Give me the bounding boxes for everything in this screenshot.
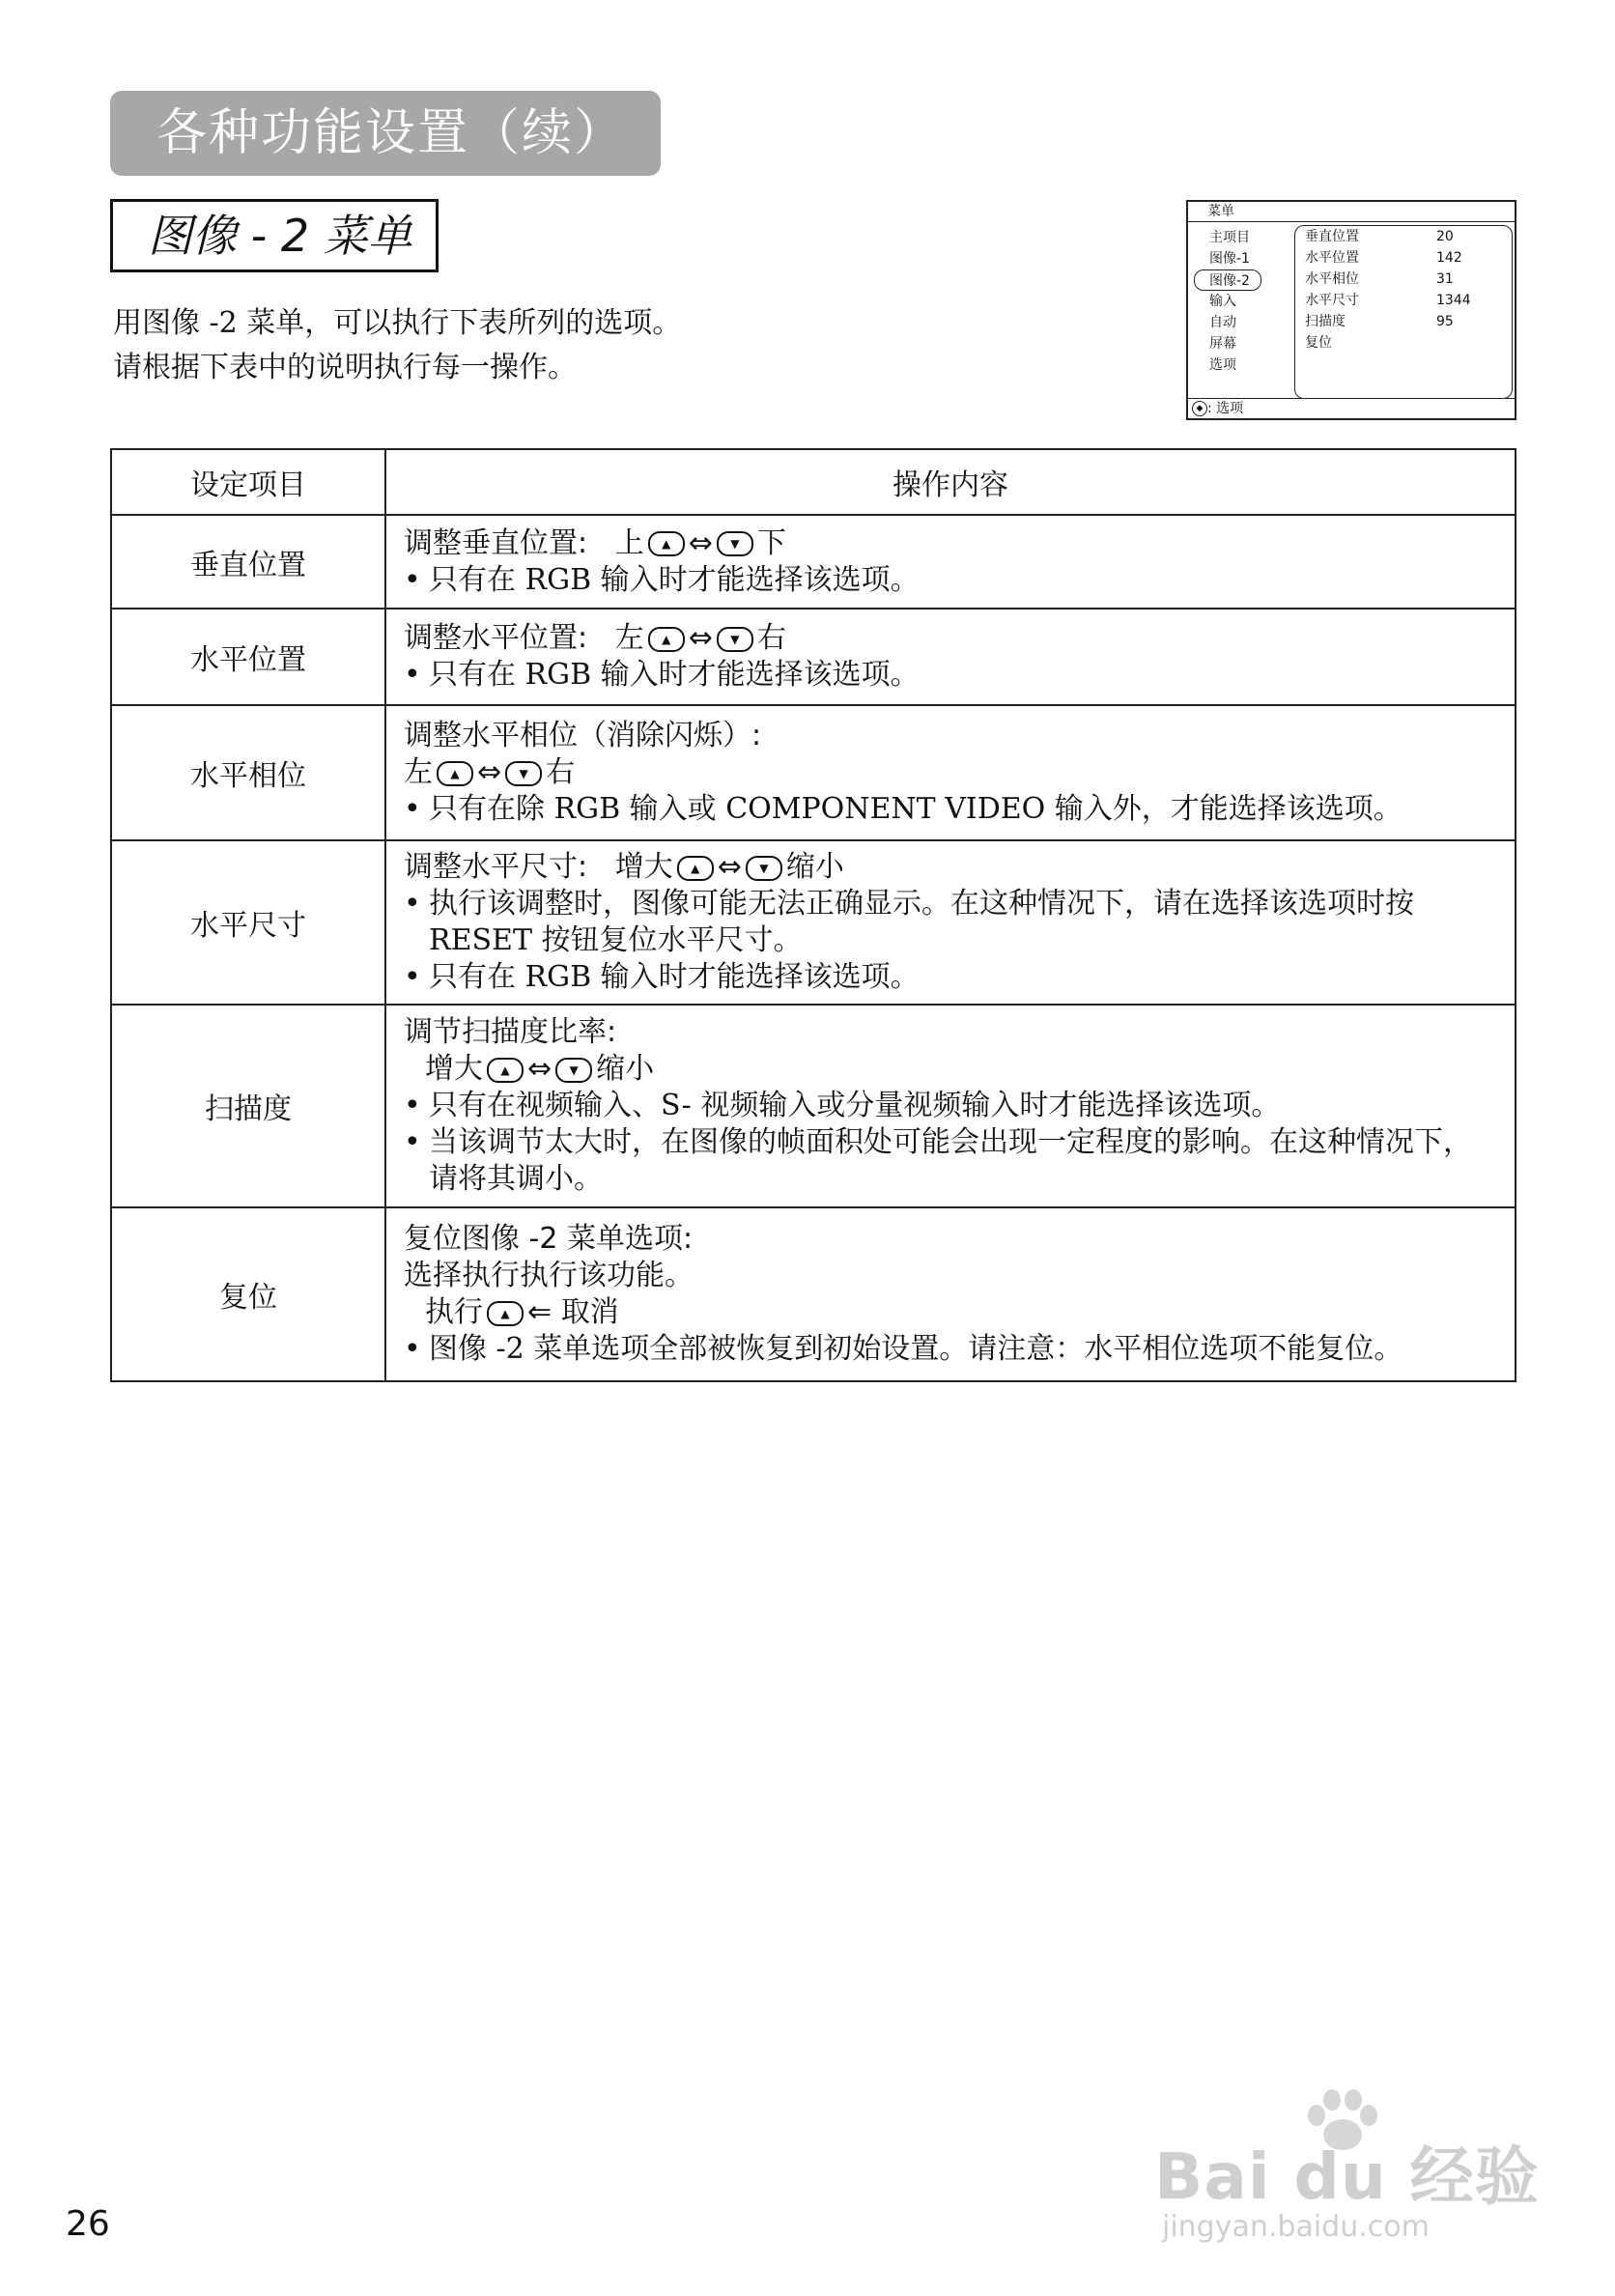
down-key-icon: ▼ bbox=[717, 531, 753, 556]
adjust-arrow: ⇐ bbox=[527, 1295, 552, 1329]
row-item-name: 复位 bbox=[111, 1207, 385, 1381]
osd-row bbox=[1295, 311, 1512, 332]
bullet-note: • 只有在 RGB 输入时才能选择该选项。 bbox=[404, 562, 1497, 599]
osd-row-name: 水平位置 bbox=[1305, 250, 1359, 266]
osd-row bbox=[1295, 290, 1512, 311]
adjust-left: 左 bbox=[404, 755, 433, 789]
adjust-left: 上 bbox=[614, 525, 644, 560]
adjust-right: 右 bbox=[756, 621, 786, 655]
up-key-icon: ▲ bbox=[437, 761, 473, 786]
adjust-arrow: ⇔ bbox=[688, 525, 713, 560]
adjust-line bbox=[404, 1051, 1497, 1088]
row-description bbox=[385, 840, 1516, 1005]
osd-row bbox=[1295, 247, 1512, 269]
osd-row-value: 142 bbox=[1436, 250, 1462, 266]
osd-row bbox=[1295, 226, 1512, 247]
osd-row bbox=[1295, 269, 1512, 290]
submenu-title: 图像 - 2 菜单 bbox=[110, 199, 439, 272]
column-header-operation: 操作内容 bbox=[385, 449, 1516, 515]
osd-left-item-selected: 图像-2 bbox=[1194, 269, 1261, 291]
osd-left-item: 主项目 bbox=[1209, 230, 1250, 245]
adjust-line bbox=[404, 754, 1497, 791]
row-item-name: 水平相位 bbox=[111, 705, 385, 840]
up-key-icon: ▲ bbox=[487, 1058, 524, 1083]
section-banner: 各种功能设置（续） bbox=[110, 91, 661, 176]
up-key-icon: ▲ bbox=[648, 531, 685, 556]
adjust-right: 下 bbox=[756, 525, 786, 560]
row-item-name: 扫描度 bbox=[111, 1005, 385, 1207]
table-row bbox=[111, 515, 1516, 609]
row-description bbox=[385, 515, 1516, 609]
watermark-brand: Bai du 经验 bbox=[1154, 2140, 1540, 2214]
intro-line-2: 请根据下表中的说明执行每一操作。 bbox=[113, 351, 577, 384]
adjust-line bbox=[404, 1294, 1497, 1331]
row-heading: 复位图像 -2 菜单选项: bbox=[404, 1222, 694, 1256]
osd-menu-preview bbox=[1186, 200, 1516, 420]
table-row bbox=[111, 609, 1516, 705]
osd-left-item: 屏幕 bbox=[1209, 336, 1236, 352]
adjust-arrow: ⇔ bbox=[477, 755, 502, 789]
row-description bbox=[385, 609, 1516, 705]
row-heading-line bbox=[404, 849, 1497, 886]
table-header-row bbox=[111, 449, 1516, 515]
adjust-right: 缩小 bbox=[785, 850, 844, 884]
row-heading: 调整水平尺寸: bbox=[404, 850, 588, 884]
row-description bbox=[385, 1005, 1516, 1207]
adjust-left: 增大 bbox=[425, 1052, 483, 1086]
adjust-left: 左 bbox=[614, 621, 644, 655]
osd-row-name: 复位 bbox=[1305, 335, 1332, 351]
bullet-note: • 只有在 RGB 输入时才能选择该选项。 bbox=[404, 657, 1497, 694]
row-item-name: 水平位置 bbox=[111, 609, 385, 705]
osd-left-item: 选项 bbox=[1209, 357, 1236, 373]
bullet-note: • 执行该调整时，图像可能无法正确显示。在这种情况下，请在选择该选项时按 RESET 按钮复位水平尺寸。 bbox=[404, 886, 1497, 959]
osd-row bbox=[1295, 332, 1512, 354]
row-item-name: 垂直位置 bbox=[111, 515, 385, 609]
down-key-icon: ▼ bbox=[717, 627, 753, 652]
up-key-icon: ▲ bbox=[677, 856, 714, 881]
osd-row-value: 95 bbox=[1436, 314, 1454, 329]
row-heading: 调整水平相位（消除闪烁）: bbox=[404, 719, 762, 752]
osd-left-menu bbox=[1194, 227, 1261, 376]
osd-footer bbox=[1188, 398, 1515, 418]
row-description bbox=[385, 1207, 1516, 1381]
adjust-left: 增大 bbox=[614, 850, 673, 884]
adjust-arrow: ⇔ bbox=[717, 850, 742, 884]
down-key-icon: ▼ bbox=[555, 1058, 592, 1083]
adjust-right: 缩小 bbox=[596, 1052, 655, 1086]
page-number: 26 bbox=[66, 2204, 110, 2244]
osd-left-item: 自动 bbox=[1209, 315, 1236, 330]
intro-text bbox=[113, 301, 681, 390]
osd-header: 菜单 bbox=[1188, 202, 1515, 222]
row-heading: 调节扫描度比率: bbox=[404, 1015, 617, 1049]
bullet-note: • 图像 -2 菜单选项全部被恢复到初始设置。请注意：水平相位选项不能复位。 bbox=[404, 1331, 1497, 1368]
adjust-arrow: ⇔ bbox=[688, 621, 713, 655]
osd-row-value: 20 bbox=[1436, 229, 1454, 244]
osd-submenu-panel bbox=[1294, 225, 1513, 399]
adjust-right: 右 bbox=[546, 755, 576, 789]
adjust-left: 执行 bbox=[425, 1295, 483, 1329]
osd-left-item: 图像-1 bbox=[1209, 251, 1250, 267]
osd-row-value: 31 bbox=[1436, 271, 1454, 287]
bullet-note: • 当该调节太大时，在图像的帧面积处可能会出现一定程度的影响。在这种情况下，请将其调小。 bbox=[404, 1124, 1497, 1198]
down-key-icon: ▼ bbox=[746, 856, 782, 881]
row-heading-line bbox=[404, 525, 1497, 562]
osd-row-name: 扫描度 bbox=[1305, 314, 1346, 329]
intro-line-1: 用图像 -2 菜单，可以执行下表所列的选项。 bbox=[113, 306, 682, 340]
osd-left-item: 输入 bbox=[1209, 294, 1236, 309]
osd-row-name: 垂直位置 bbox=[1305, 229, 1359, 244]
adjust-arrow: ⇔ bbox=[527, 1052, 552, 1086]
row-item-name: 水平尺寸 bbox=[111, 840, 385, 1005]
table-row bbox=[111, 1005, 1516, 1207]
row-heading: 调整水平位置: bbox=[404, 621, 588, 655]
row-instruction: 选择执行执行该功能。 bbox=[404, 1259, 694, 1292]
row-description bbox=[385, 705, 1516, 840]
down-key-icon: ▼ bbox=[505, 761, 542, 786]
table-row bbox=[111, 840, 1516, 1005]
watermark-url: jingyan.baidu.com bbox=[1162, 2210, 1430, 2244]
select-key-icon: ◆ bbox=[1192, 401, 1207, 416]
row-heading-line bbox=[404, 620, 1497, 657]
osd-row-value: 1344 bbox=[1436, 293, 1471, 308]
bullet-note: • 只有在视频输入、S- 视频输入或分量视频输入时才能选择该选项。 bbox=[404, 1088, 1497, 1124]
adjust-right: 取消 bbox=[560, 1295, 619, 1329]
settings-table bbox=[110, 448, 1516, 1382]
up-key-icon: ▲ bbox=[487, 1301, 524, 1326]
bullet-note: • 只有在除 RGB 输入或 COMPONENT VIDEO 输入外，才能选择该选项。 bbox=[404, 791, 1497, 828]
osd-row-name: 水平尺寸 bbox=[1305, 293, 1359, 308]
bullet-note: • 只有在 RGB 输入时才能选择该选项。 bbox=[404, 959, 1497, 996]
osd-row-name: 水平相位 bbox=[1305, 271, 1359, 287]
up-key-icon: ▲ bbox=[648, 627, 685, 652]
table-row bbox=[111, 705, 1516, 840]
row-heading: 调整垂直位置: bbox=[404, 525, 588, 560]
table-row bbox=[111, 1207, 1516, 1381]
column-header-item: 设定项目 bbox=[111, 449, 385, 515]
watermark bbox=[1154, 2096, 1541, 2251]
osd-footer-label: : 选项 bbox=[1207, 401, 1244, 416]
